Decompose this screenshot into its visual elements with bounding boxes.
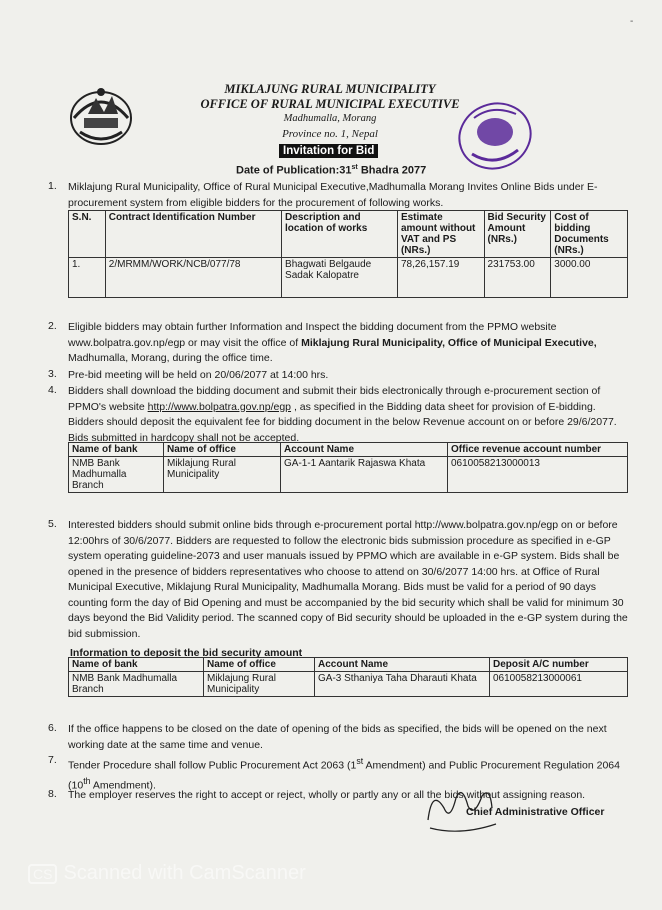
- page-marker: -: [630, 16, 634, 27]
- item-number: 3.: [48, 368, 57, 380]
- province: Province no. 1, Nepal: [282, 128, 378, 140]
- table-header: Account Name: [315, 658, 490, 672]
- table-header: Contract Identification Number: [105, 211, 281, 258]
- table-cell: Bhagwati Belgaude Sadak Kalopatre: [282, 258, 398, 298]
- table-header-row: [69, 443, 628, 457]
- table-row: [69, 457, 628, 493]
- table-cell: 231753.00: [484, 258, 551, 298]
- item-number: 1.: [48, 180, 57, 192]
- bid-security-heading: Information to deposit the bid security amount: [70, 647, 303, 659]
- works-table: [68, 210, 628, 298]
- office-name: OFFICE OF RURAL MUNICIPAL EXECUTIVE: [200, 97, 460, 111]
- table-header: Name of office: [204, 658, 315, 672]
- table-cell: NMB Bank Madhumalla Branch: [69, 672, 204, 697]
- table-header: Name of bank: [69, 443, 164, 457]
- item-number: 2.: [48, 320, 57, 332]
- table-header: Name of bank: [69, 658, 204, 672]
- table-header: Estimate amount without VAT and PS (NRs.): [397, 211, 484, 258]
- item-6-text: If the office happens to be closed on the date of opening of the bids as specified, the bids will be opened on the next working date at the same time and venue.: [68, 723, 607, 751]
- item-number: 5.: [48, 518, 57, 530]
- item-5-text: Interested bidders should submit online bids through e-procurement portal http://www.bolpatra.gov.np/egp on or before 12:00hrs of 30/6/2077. Bidders are requested to follow the electronic bids submission procedure as specified in e-GP system operating guideline-2073 and user manuals issued by PPMO which are available in e-GP system. Bids shall be opened in the presence of bidders representatives who choose to attend on 30/6/2077 14:00 hrs. at Office of Rural Municipal Executive, Miklajung Rural Municipality, Madhumalla Morang. Bids must be valid for a period of 90 days counting form the day of Bid Opening and must be accompanied by the bid security which shall be valid for minimum 30 days beyond the Bid Validity period. The scanned copy of Bid security should be uploaded in the e-GP system during the bid submission.: [68, 519, 628, 640]
- table-header: Deposit A/C number: [490, 658, 628, 672]
- table-header: Account Name: [281, 443, 448, 457]
- table-header: Cost of bidding Documents (NRs.): [551, 211, 628, 258]
- municipality-name: MIKLAJUNG RURAL MUNICIPALITY: [224, 82, 436, 96]
- bid-security-table: [68, 657, 628, 697]
- nepal-emblem-icon: [66, 84, 136, 148]
- table-cell: GA-3 Sthaniya Taha Dharauti Khata: [315, 672, 490, 697]
- office-stamp-icon: [452, 96, 538, 176]
- bolpatra-link[interactable]: http://www.bolpatra.gov.np/egp: [147, 400, 292, 413]
- item-7-text: Tender Procedure shall follow Public Procurement Act 2063 (1st Amendment) and Public Procurement Regulation 2064 (10th Amendment).: [68, 756, 620, 792]
- item-8-text: The employer reserves the right to accept or reject, wholly or partly any or all the bids without assigning reason.: [68, 789, 586, 801]
- scanner-watermark: CS Scanned with CamScanner: [28, 862, 306, 885]
- table-cell: Miklajung Rural Municipality: [164, 457, 281, 493]
- table-header: Name of office: [164, 443, 281, 457]
- item-3-text: Pre-bid meeting will be held on 20/06/2077 at 14:00 hrs.: [68, 369, 329, 381]
- table-cell: Miklajung Rural Municipality: [204, 672, 315, 697]
- table-row: [69, 672, 628, 697]
- table-header: S.N.: [69, 211, 106, 258]
- item-number: 7.: [48, 754, 57, 766]
- table-cell: 78,26,157.19: [397, 258, 484, 298]
- table-cell: 0610058213000061: [490, 672, 628, 697]
- table-header: Office revenue account number: [448, 443, 628, 457]
- item-number: 6.: [48, 722, 57, 734]
- item-number: 8.: [48, 788, 57, 800]
- publication-date: Date of Publication:31st Bhadra 2077: [236, 164, 427, 177]
- table-cell: GA-1-1 Aantarik Rajaswa Khata: [281, 457, 448, 493]
- item-1-text: Miklajung Rural Municipality, Office of Rural Municipal Executive,Madhumalla Morang Invites Online Bids under E-procurement system from eligible bidders for the procurement of following works.: [68, 181, 598, 209]
- revenue-account-table: [68, 442, 628, 493]
- item-4-text: Bidders shall download the bidding document and submit their bids electronically through e-procurement section of PPMO's website http://www.bolpatra.gov.np/egp , as specified in the Bidding data sheet for provision of E-bidding. Bidders should deposit the equivalent fee for bidding document in the below Revenue account on or before 29/6/2077. Bids submitted in hardcopy shall not be accepted.: [68, 385, 617, 444]
- table-header: Description and location of works: [282, 211, 398, 258]
- table-header-row: [69, 658, 628, 672]
- table-row: [69, 258, 628, 298]
- item-2-text: Eligible bidders may obtain further Information and Inspect the bidding document from the PPMO website www.bolpatra.gov.np/egp or may visit the office of Miklajung Rural Municipality, Office of Municipal Executive, Madhumalla, Morang, during the office time.: [68, 321, 597, 364]
- table-cell: 2/MRMM/WORK/NCB/077/78: [105, 258, 281, 298]
- item-number: 4.: [48, 384, 57, 396]
- table-cell: 3000.00: [551, 258, 628, 298]
- table-cell: NMB Bank Madhumalla Branch: [69, 457, 164, 493]
- table-cell: 1.: [69, 258, 106, 298]
- table-header-row: [69, 211, 628, 258]
- address: Madhumalla, Morang: [283, 113, 377, 124]
- table-header: Bid Security Amount (NRs.): [484, 211, 551, 258]
- table-cell: 0610058213000013: [448, 457, 628, 493]
- signatory-title: Chief Administrative Officer: [466, 806, 605, 818]
- page-title: Invitation for Bid: [279, 144, 378, 158]
